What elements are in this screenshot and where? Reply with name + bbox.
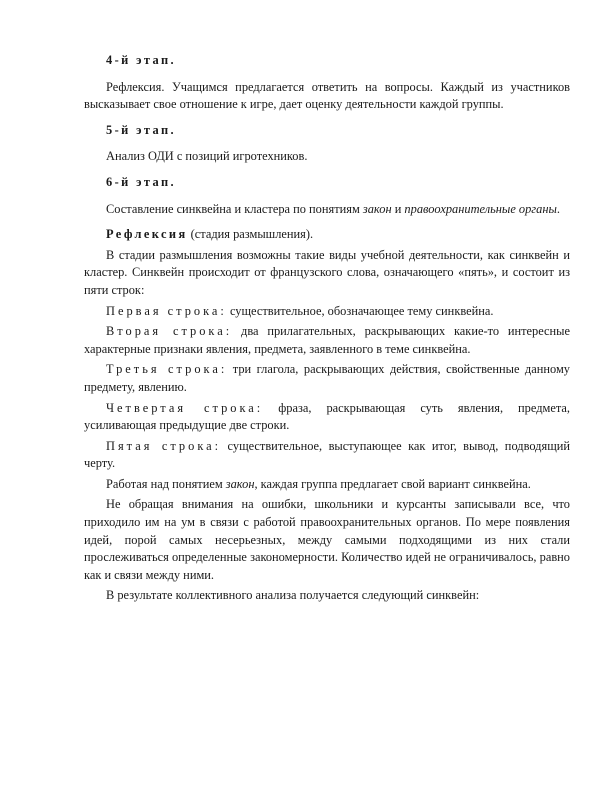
line-3-description: Третья строка: три глагола, раскрывающих действия, свойственные данному предмету, явлению. — [84, 362, 570, 394]
stage-5-text: Анализ ОДИ с позиций игротехников. — [106, 149, 308, 164]
work-paragraph: Работая над понятием закон, каждая группа предлагает свой вариант синквейна. — [106, 476, 531, 491]
stage-6-heading: 6-й этап. — [106, 174, 177, 189]
line-2-description: Вторая строка: два прилагательных, раскрывающих какие-то интересные характерные признаки явления, предмета, заявленного в теме синквейна. — [84, 324, 570, 356]
reflection-stage-paragraph: В стадии размышления возможны такие виды учебной деятельности, как синквейн и кластер. Синквейн происходит от французского слова, означающего «пять», и состоит из пяти строк: — [84, 247, 570, 297]
line-4-description: Четвертая строка: фраза, раскрывающая суть явления, предмета, усиливающая предыдущие две строки. — [84, 400, 570, 433]
line-5-description: Пятая строка: существительное, выступающее как итог, вывод, подводящий черту. — [84, 438, 570, 471]
stage-4-text: Рефлексия. Учащимся предлагается ответить на вопросы. Каждый из участников высказывает свое отношение к игре, дает оценку деятельности каждой группы. — [84, 79, 570, 112]
line-1-description: Первая строка: существительное, обозначающее тему синквейна. — [106, 303, 494, 318]
document-page — [84, 52, 570, 608]
stage-4-heading: 4-й этап. — [106, 53, 177, 67]
stage-6-text: Составление синквейна и кластера по понятиям закон и правоохранительные органы. — [106, 201, 560, 216]
errors-paragraph: Не обращая внимания на ошибки, школьники и курсанты записывали все, что приходило им на ум в связи с работой правоохранительных органов. По мере появления идей, порой самых несерьезных, между самыми подходящими из них стали прослеживаться определенные закономерности. Количество идей не ограничивалось, равно как и связи между ними. — [84, 497, 570, 582]
term-law: закон — [362, 201, 392, 216]
stage-5-heading: 5-й этап. — [106, 122, 177, 137]
result-paragraph: В результате коллективного анализа получается следующий синквейн: — [106, 588, 480, 603]
term-law-2: закон — [225, 476, 255, 491]
term-law-enforcement: правоохранительные органы — [404, 201, 557, 216]
reflection-heading: Рефлексия (стадия размышления). — [106, 227, 314, 242]
